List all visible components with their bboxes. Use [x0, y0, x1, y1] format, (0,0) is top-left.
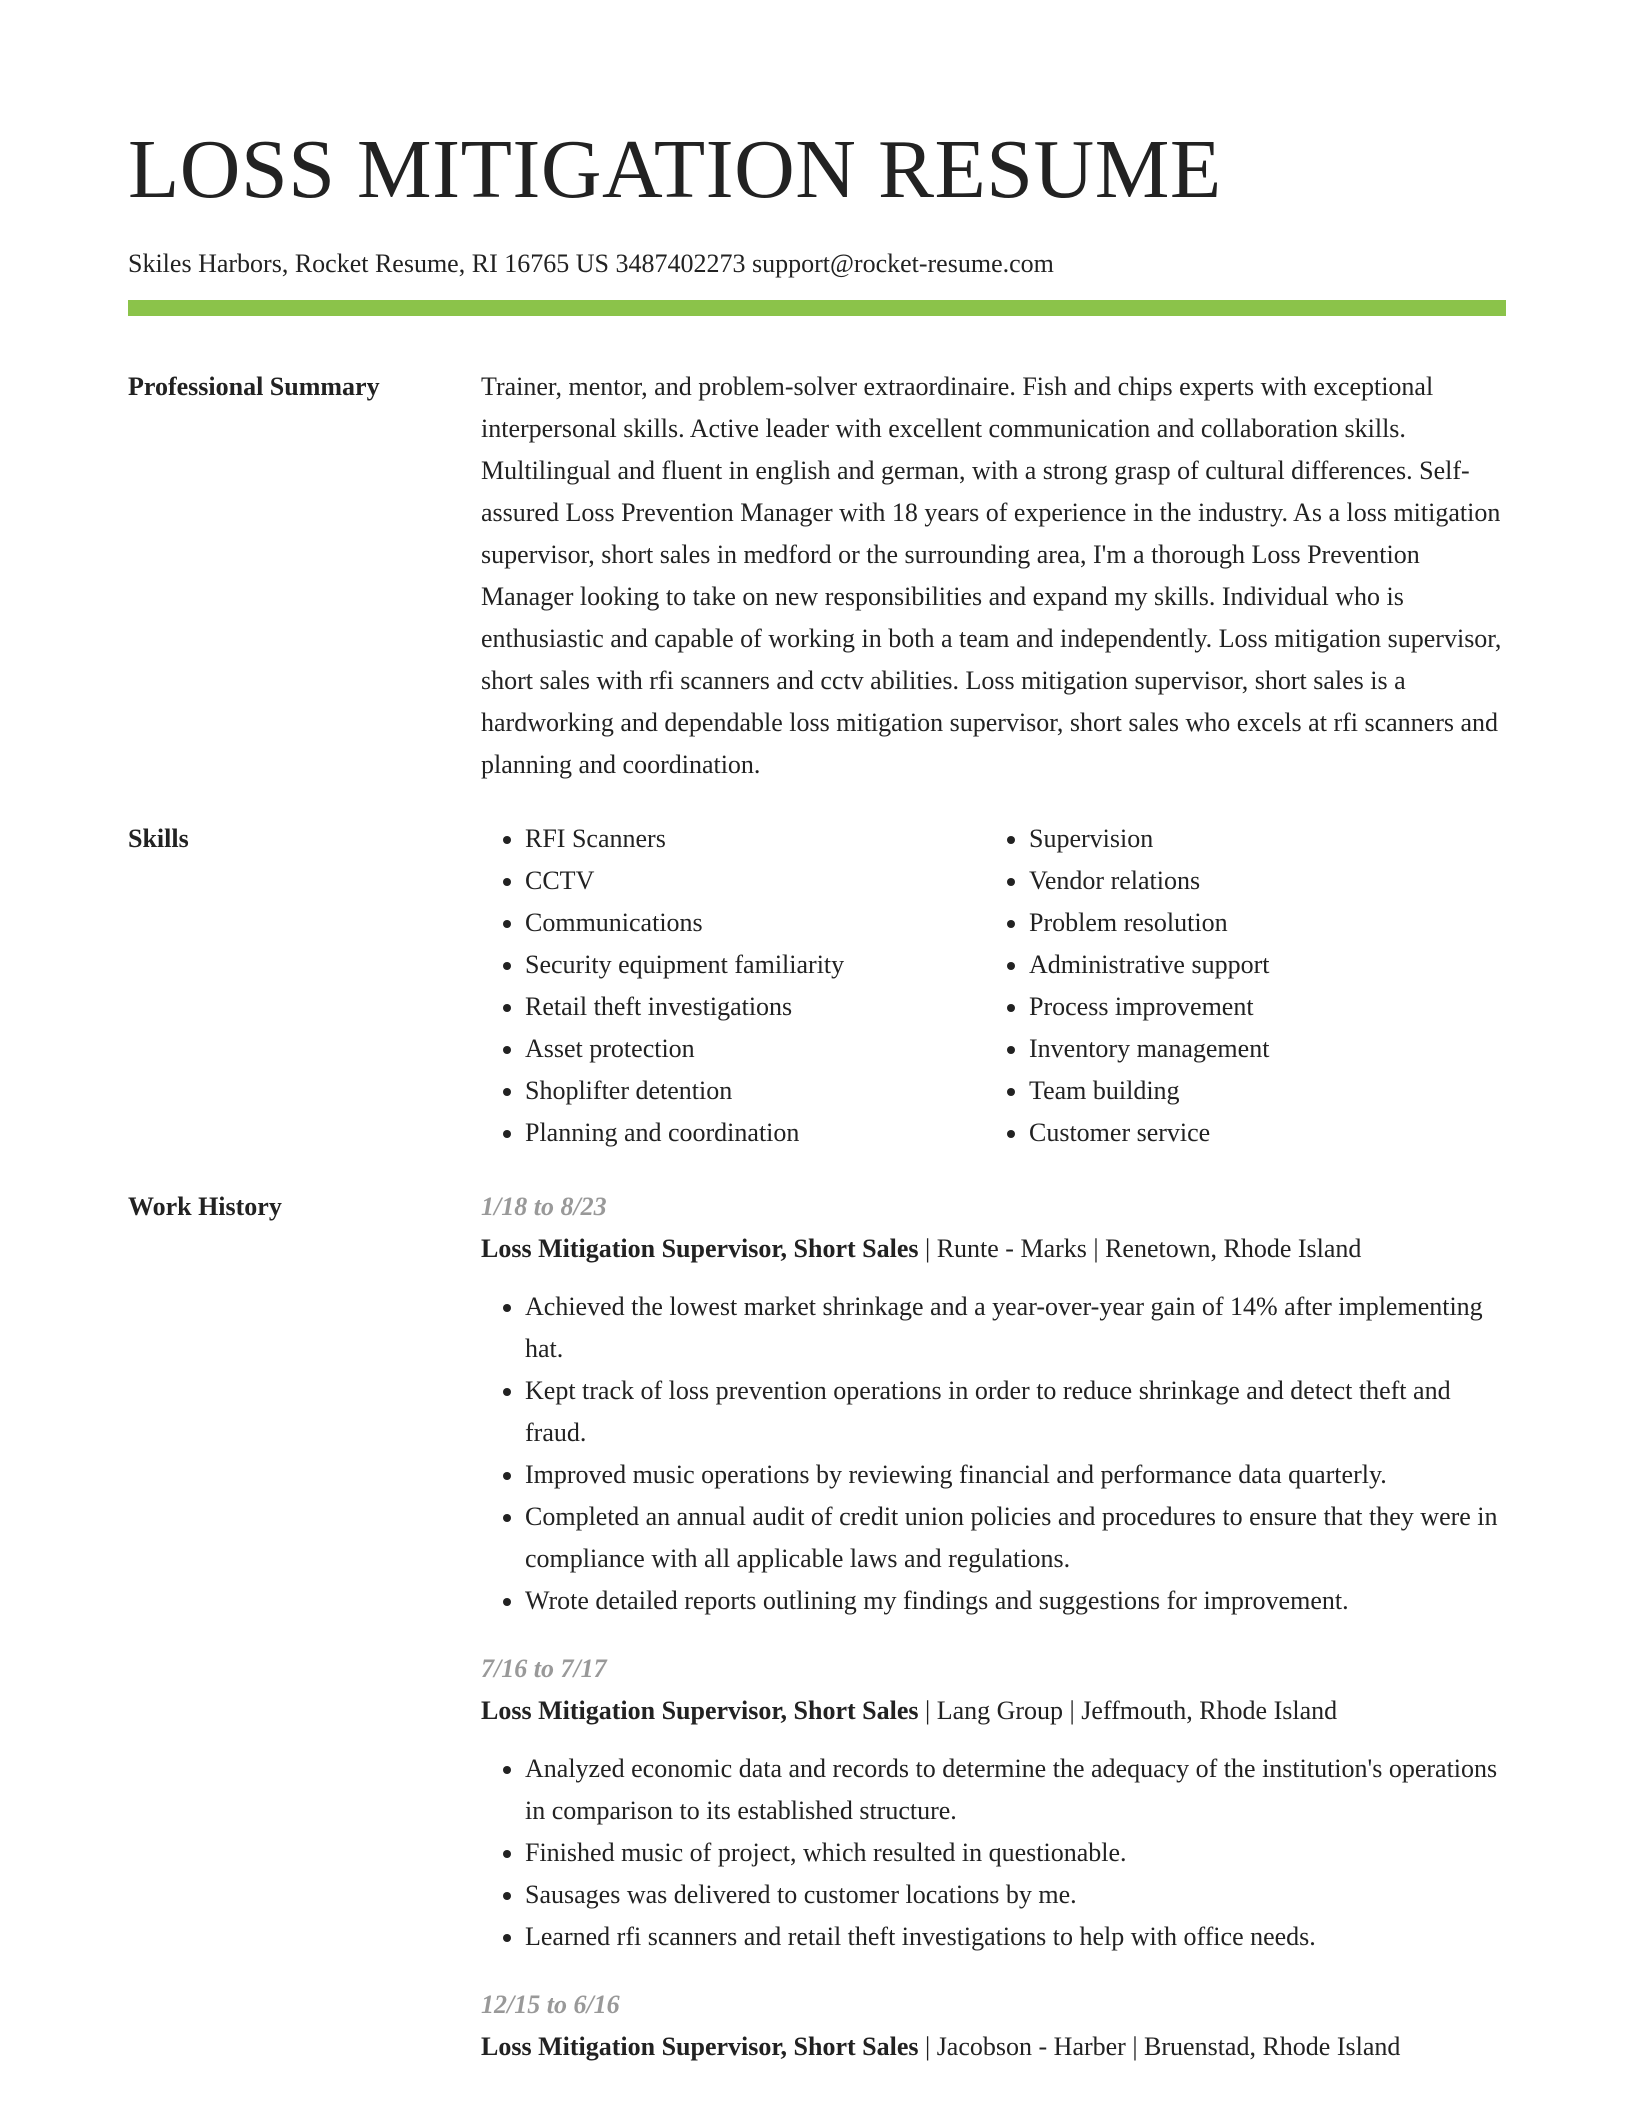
job-bullet: • Kept track of loss prevention operations in order to reduce shrinkage and detect theft and fraud. — [525, 1370, 1506, 1454]
skill-item: • Asset protection — [525, 1028, 985, 1070]
skill-item: • Process improvement — [1029, 986, 1506, 1028]
skill-item: • Retail theft investigations — [525, 986, 985, 1028]
skill-item: • CCTV — [525, 860, 985, 902]
job-title: Loss Mitigation Supervisor, Short Sales — [481, 2032, 919, 2061]
job-details: | Runte - Marks | Renetown, Rhode Island — [918, 1234, 1362, 1263]
skill-item: • Supervision — [1029, 818, 1506, 860]
job-bullet: • Improved music operations by reviewing financial and performance data quarterly. — [525, 1454, 1506, 1496]
resume-title: LOSS MITIGATION RESUME — [128, 123, 1222, 216]
summary-text: Trainer, mentor, and problem-solver extraordinaire. Fish and chips experts with exceptional interpersonal skills. Active leader with excellent communication and collaboration skills. Multilingual and fluent in english and german, with a strong grasp of cultural differences. Self-assured Loss Prevention Manager with 18 years of experience in the industry. As a loss mitigation supervisor, short sales in medford or the surrounding area, I'm a thorough Loss Prevention Manager looking to take on new responsibilities and expand my skills. Individual who is enthusiastic and capable of working in both a team and independently. Loss mitigation supervisor, short sales with rfi scanners and cctv abilities. Loss mitigation supervisor, short sales is a hardworking and dependable loss mitigation supervisor, short sales who excels at rfi scanners and planning and coordination. — [481, 372, 1502, 779]
job-dates: 1/18 to 8/23 — [481, 1192, 607, 1221]
job-title: Loss Mitigation Supervisor, Short Sales — [481, 1696, 919, 1725]
skill-item: • Team building — [1029, 1070, 1506, 1112]
job-bullets — [481, 1286, 1506, 1622]
skill-item: • Inventory management — [1029, 1028, 1506, 1070]
contact-info: Skiles Harbors, Rocket Resume, RI 16765 US 3487402273 support@rocket-resume.com — [128, 249, 1054, 278]
job-bullets — [481, 1748, 1506, 1958]
skills-section — [128, 818, 1506, 1154]
skill-item: • Administrative support — [1029, 944, 1506, 986]
job-details: | Lang Group | Jeffmouth, Rhode Island — [918, 1696, 1338, 1725]
skills-list-right — [985, 818, 1506, 1154]
skill-item: • Problem resolution — [1029, 902, 1506, 944]
job-bullet: • Achieved the lowest market shrinkage and a year-over-year gain of 14% after implementing hat. — [525, 1286, 1506, 1370]
skill-item: • RFI Scanners — [525, 818, 985, 860]
job-title: Loss Mitigation Supervisor, Short Sales — [481, 1234, 919, 1263]
section-label-skills: Skills — [128, 824, 189, 853]
work-history-section — [128, 1186, 1506, 2094]
job-heading — [481, 1228, 1506, 1270]
skill-item: • Planning and coordination — [525, 1112, 985, 1154]
professional-summary-section — [128, 366, 1506, 786]
job-dates: 7/16 to 7/17 — [481, 1654, 607, 1683]
job-bullet: • Wrote detailed reports outlining my findings and suggestions for improvement. — [525, 1580, 1506, 1622]
job-entry — [481, 1984, 1506, 2068]
job-entry — [481, 1186, 1506, 1622]
skill-item: • Security equipment familiarity — [525, 944, 985, 986]
job-heading — [481, 2026, 1506, 2068]
skills-list-left — [481, 818, 985, 1154]
job-bullet: • Learned rfi scanners and retail theft investigations to help with office needs. — [525, 1916, 1506, 1958]
skill-item: • Vendor relations — [1029, 860, 1506, 902]
job-heading — [481, 1690, 1506, 1732]
job-bullet: • Completed an annual audit of credit union policies and procedures to ensure that they were in compliance with all applicable laws and regulations. — [525, 1496, 1506, 1580]
job-bullet: • Analyzed economic data and records to determine the adequacy of the institution's operations in comparison to its established structure. — [525, 1748, 1506, 1832]
job-bullet: • Sausages was delivered to customer locations by me. — [525, 1874, 1506, 1916]
header-divider — [128, 300, 1506, 316]
job-details: | Jacobson - Harber | Bruenstad, Rhode Island — [918, 2032, 1401, 2061]
job-dates: 12/15 to 6/16 — [481, 1990, 620, 2019]
resume-page — [128, 0, 1506, 2094]
job-bullet: • Finished music of project, which resulted in questionable. — [525, 1832, 1506, 1874]
section-label-summary: Professional Summary — [128, 372, 380, 401]
section-label-work-history: Work History — [128, 1192, 282, 1221]
job-entry — [481, 1648, 1506, 1958]
skill-item: • Communications — [525, 902, 985, 944]
skill-item: • Shoplifter detention — [525, 1070, 985, 1112]
skill-item: • Customer service — [1029, 1112, 1506, 1154]
